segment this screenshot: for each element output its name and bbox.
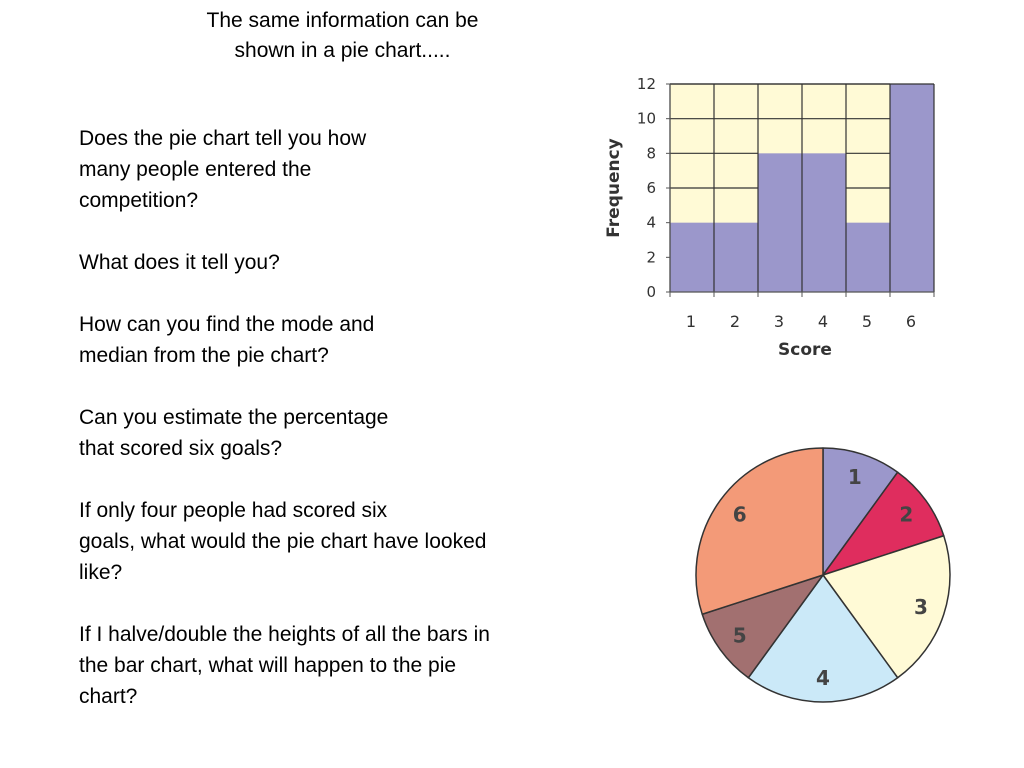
question-5-line-1: If only four people had scored six bbox=[79, 499, 388, 522]
x-tick-label: 2 bbox=[729, 312, 741, 331]
question-5 bbox=[79, 495, 554, 588]
y-tick-label: 10 bbox=[636, 109, 656, 128]
question-3 bbox=[79, 309, 554, 371]
question-list bbox=[79, 123, 554, 743]
question-4-line-2: that scored six goals? bbox=[79, 437, 283, 460]
title-line-2: shown in a pie chart..... bbox=[234, 39, 451, 62]
question-5-line-3: like? bbox=[79, 561, 123, 584]
pie-label-1: 1 bbox=[847, 465, 862, 489]
bar-1 bbox=[670, 223, 714, 292]
bar-3 bbox=[758, 153, 802, 292]
pie-label-6: 6 bbox=[732, 502, 747, 527]
pie-label-2: 2 bbox=[899, 502, 914, 527]
question-6-line-1: If I halve/double the heights of all the bars in bbox=[79, 623, 490, 646]
pie-label-4: 4 bbox=[816, 666, 830, 690]
question-1-line-3: competition? bbox=[79, 189, 199, 212]
question-6-line-2: the bar chart, what will happen to the pie bbox=[79, 654, 457, 677]
question-6-line-3: chart? bbox=[79, 685, 138, 708]
bar-chart bbox=[596, 74, 946, 369]
x-tick-label: 6 bbox=[905, 312, 917, 331]
y-tick-label: 8 bbox=[646, 144, 656, 163]
bar-6 bbox=[890, 84, 934, 292]
bar-5 bbox=[846, 223, 890, 292]
x-axis-label: Score bbox=[778, 340, 832, 360]
question-4-line-1: Can you estimate the percentage bbox=[79, 406, 389, 429]
pie-label-5: 5 bbox=[732, 623, 747, 648]
question-5-line-2: goals, what would the pie chart have looked bbox=[79, 530, 487, 553]
question-4 bbox=[79, 402, 554, 464]
x-tick-label: 5 bbox=[861, 312, 873, 331]
slide-title bbox=[170, 6, 515, 66]
question-1-line-1: Does the pie chart tell you how bbox=[79, 127, 367, 150]
x-tick-label: 4 bbox=[817, 312, 829, 331]
question-1-line-2: many people entered the bbox=[79, 158, 312, 181]
y-tick-label: 6 bbox=[646, 179, 656, 197]
y-tick-label: 4 bbox=[646, 213, 656, 232]
x-tick-label: 3 bbox=[773, 312, 785, 331]
question-3-line-2: median from the pie chart? bbox=[79, 344, 329, 367]
title-line-1: The same information can be bbox=[206, 9, 479, 32]
bar-2 bbox=[714, 223, 758, 292]
pie-label-3: 3 bbox=[914, 594, 928, 619]
question-6 bbox=[79, 619, 554, 712]
bar-4 bbox=[802, 153, 846, 292]
question-1 bbox=[79, 123, 554, 216]
question-3-line-1: How can you find the mode and bbox=[79, 313, 375, 336]
x-tick-label: 1 bbox=[685, 312, 697, 331]
y-tick-label: 2 bbox=[646, 248, 656, 267]
y-tick-label: 12 bbox=[636, 75, 656, 93]
y-axis-label: Frequency bbox=[604, 138, 624, 238]
y-tick-label: 0 bbox=[646, 283, 656, 301]
question-2-line-1: What does it tell you? bbox=[79, 251, 280, 274]
pie-chart bbox=[690, 428, 955, 723]
question-2 bbox=[79, 247, 554, 278]
